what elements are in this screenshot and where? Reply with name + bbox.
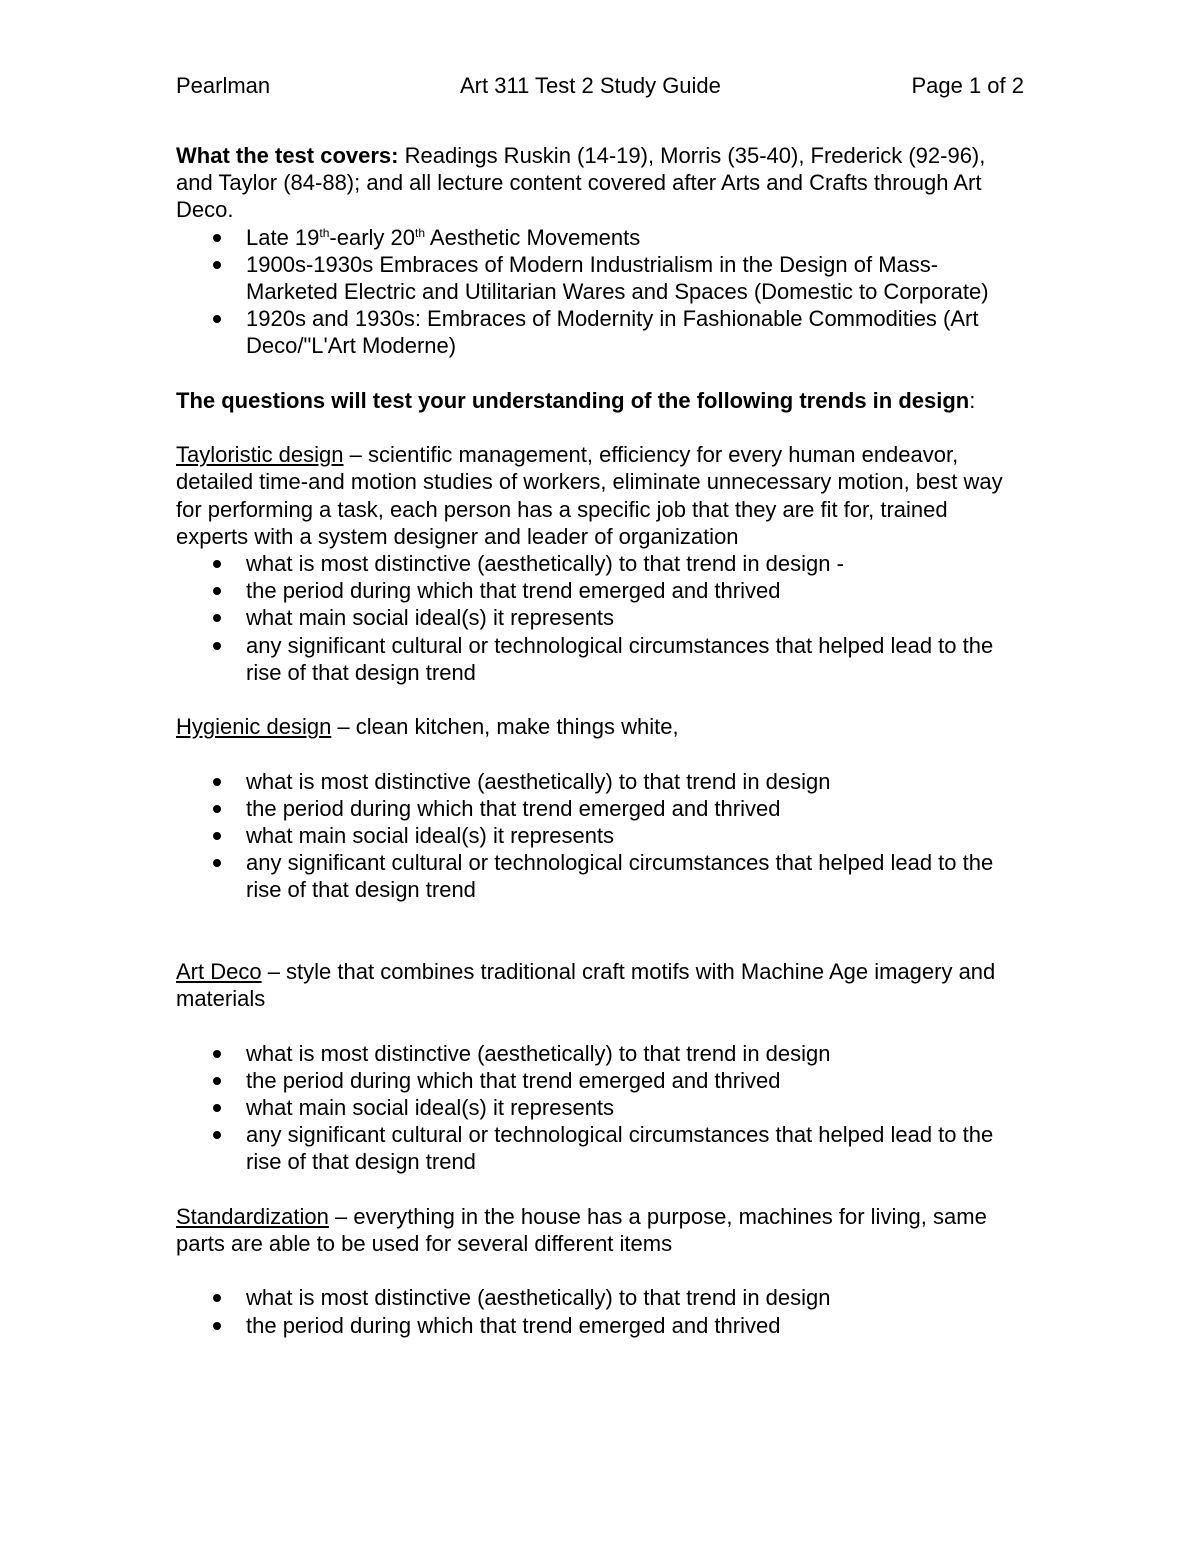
list-item: the period during which that trend emerged and thrived xyxy=(176,795,1024,822)
artdeco-list xyxy=(176,1040,1024,1176)
hygienic-title: Hygienic design xyxy=(176,714,332,740)
covers-list xyxy=(176,224,1024,360)
hygienic-list xyxy=(176,768,1024,904)
artdeco-desc: – style that combines traditional craft motifs with Machine Age imagery and materials xyxy=(176,959,996,1012)
list-item: the period during which that trend emerged and thrived xyxy=(176,1067,1024,1094)
list-item: the period during which that trend emerged and thrived xyxy=(176,1312,1024,1339)
taylor-desc: – scientific management, efficiency for every human endeavor, detailed time-and motion studies of workers, eliminate unnecessary motion, best way for performing a task, each person has a specific job that they are fit for, trained experts with a system designer and leader of organization xyxy=(176,442,1003,549)
test-covers-paragraph xyxy=(176,142,1024,224)
standard-paragraph xyxy=(176,1203,1024,1257)
list-item: the period during which that trend emerged and thrived xyxy=(176,577,1024,604)
test-covers-text: Readings Ruskin (14-19), Morris (35-40), Frederick (92-96), and Taylor (84-88); and all lecture content covered after Arts and Crafts through Art Deco. xyxy=(176,143,986,223)
taylor-list xyxy=(176,550,1024,686)
taylor-paragraph xyxy=(176,441,1024,550)
questions-heading: The questions will test your understanding of the following trends in design: xyxy=(176,387,976,413)
list-item: what main social ideal(s) it represents xyxy=(176,1094,1024,1121)
list-item: any significant cultural or technological circumstances that helped lead to the rise of that design trend xyxy=(176,632,1024,686)
list-item: what is most distinctive (aesthetically) to that trend in design xyxy=(176,1040,1024,1067)
hygienic-desc: – clean kitchen, make things white, xyxy=(331,714,679,740)
artdeco-paragraph xyxy=(176,958,1024,1012)
document-body xyxy=(176,142,1024,1339)
list-item: any significant cultural or technological circumstances that helped lead to the rise of that design trend xyxy=(176,849,1024,903)
list-item: 1920s and 1930s: Embraces of Modernity in Fashionable Commodities (Art Deco/"L'Art Moderne) xyxy=(176,305,1024,359)
header-author: Pearlman xyxy=(176,73,271,98)
header-title: Art 311 Test 2 Study Guide xyxy=(460,73,721,98)
standard-desc: – everything in the house has a purpose, machines for living, same parts are able to be used for several different items xyxy=(176,1203,987,1257)
list-item: what is most distinctive (aesthetically) to that trend in design xyxy=(176,1284,1024,1311)
list-item: what is most distinctive (aesthetically) to that trend in design - xyxy=(176,550,1024,577)
hygienic-paragraph xyxy=(176,713,1024,740)
list-item: what main social ideal(s) it represents xyxy=(176,604,1024,631)
list-item: Late 19th-early 20th Aesthetic Movements xyxy=(176,224,1024,251)
list-item: 1900s-1930s Embraces of Modern Industrialism in the Design of Mass-Marketed Electric and Utilitarian Wares and Spaces (Domestic to Corporate) xyxy=(176,251,1024,305)
list-item: what is most distinctive (aesthetically) to that trend in design xyxy=(176,768,1024,795)
artdeco-title: Art Deco xyxy=(176,959,262,985)
list-item: any significant cultural or technological circumstances that helped lead to the rise of that design trend xyxy=(176,1121,1024,1175)
page-header xyxy=(176,71,1024,101)
taylor-title: Tayloristic design xyxy=(176,442,344,468)
standard-title: Standardization xyxy=(176,1203,329,1229)
list-item: what main social ideal(s) it represents xyxy=(176,822,1024,849)
header-page-number: Page 1 of 2 xyxy=(911,73,1024,98)
standard-list xyxy=(176,1284,1024,1338)
test-covers-label: What the test covers: xyxy=(176,143,399,168)
